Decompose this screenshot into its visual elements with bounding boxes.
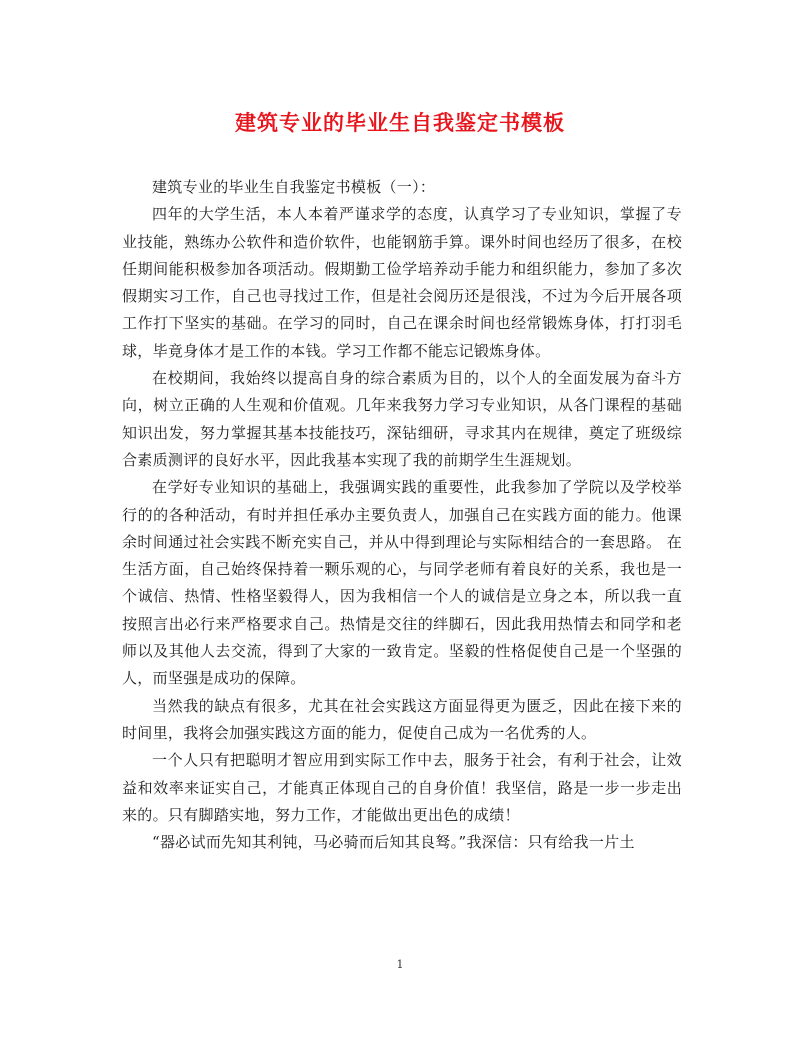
- document-title: 建筑专业的毕业生自我鉴定书模板: [235, 110, 565, 135]
- paragraph: “器必试而先知其利钝，马必骑而后知其良驽。”我深信：只有给我一片土: [152, 833, 635, 852]
- document-body: [122, 174, 682, 856]
- paragraph: 在学好专业知识的基础上，我强调实践的重要性，此我参加了学院以及学校举行的的各种活动，有时并担任承办主要负责人，加强自己在实践方面的能力。他课余时间通过社会实践不断充实自己，并从中得到理论与实际相结合的一套思路。 在生活方面，自己始终保持着一颗乐观的心，与同学老师有着良好的关系，我也是一个诚信、热情、性格坚毅得人，因为我相信一个人的诚信是立身之本，所以我一直按照言出必行来严格要求自己。热情是交往的绊脚石，因此我用热情去和同学和老师以及其他人去交流，得到了大家的一致肯定。坚毅的性格促使自己是一个坚强的人，而坚强是成功的保障。: [122, 478, 682, 688]
- paragraph-heading: 建筑专业的毕业生自我鉴定书模板（一）：: [152, 178, 436, 196]
- page-number: 1: [396, 958, 404, 971]
- paragraph: 在校期间，我始终以提高自身的综合素质为目的，以个人的全面发展为奋斗方向，树立正确的人生观和价值观。几年来我努力学习专业知识，从各门课程的基础知识出发，努力掌握其基本技能技巧，深钻细研，寻求其内在规律，奠定了班级综合素质测评的良好水平，因此我基本实现了我的前期学生生涯规划。: [122, 369, 682, 469]
- paragraph: 一个人只有把聪明才智应用到实际工作中去，服务于社会，有利于社会，让效益和效率来证实自己，才能真正体现自己的自身价值！我坚信，路是一步一步走出来的。只有脚踏实地，努力工作，才能做出更出色的成绩！: [122, 751, 682, 824]
- paragraph: 当然我的缺点有很多，尤其在社会实践这方面显得更为匮乏，因此在接下来的时间里，我将会加强实践这方面的能力，促使自己成为一名优秀的人。: [122, 696, 682, 742]
- paragraph: 四年的大学生活，本人本着严谨求学的态度，认真学习了专业知识，掌握了专业技能，熟练办公软件和造价软件，也能钢筋手算。课外时间也经历了很多，在校任期间能积极参加各项活动。假期勤工俭学培养动手能力和组织能力，参加了多次假期实习工作，自己也寻找过工作，但是社会阅历还是很浅，不过为今后开展各项工作打下坚实的基础。在学习的同时，自己在课余时间也经常锻炼身体，打打羽毛球，毕竟身体才是工作的本钱。学习工作都不能忘记锻炼身体。: [122, 205, 682, 360]
